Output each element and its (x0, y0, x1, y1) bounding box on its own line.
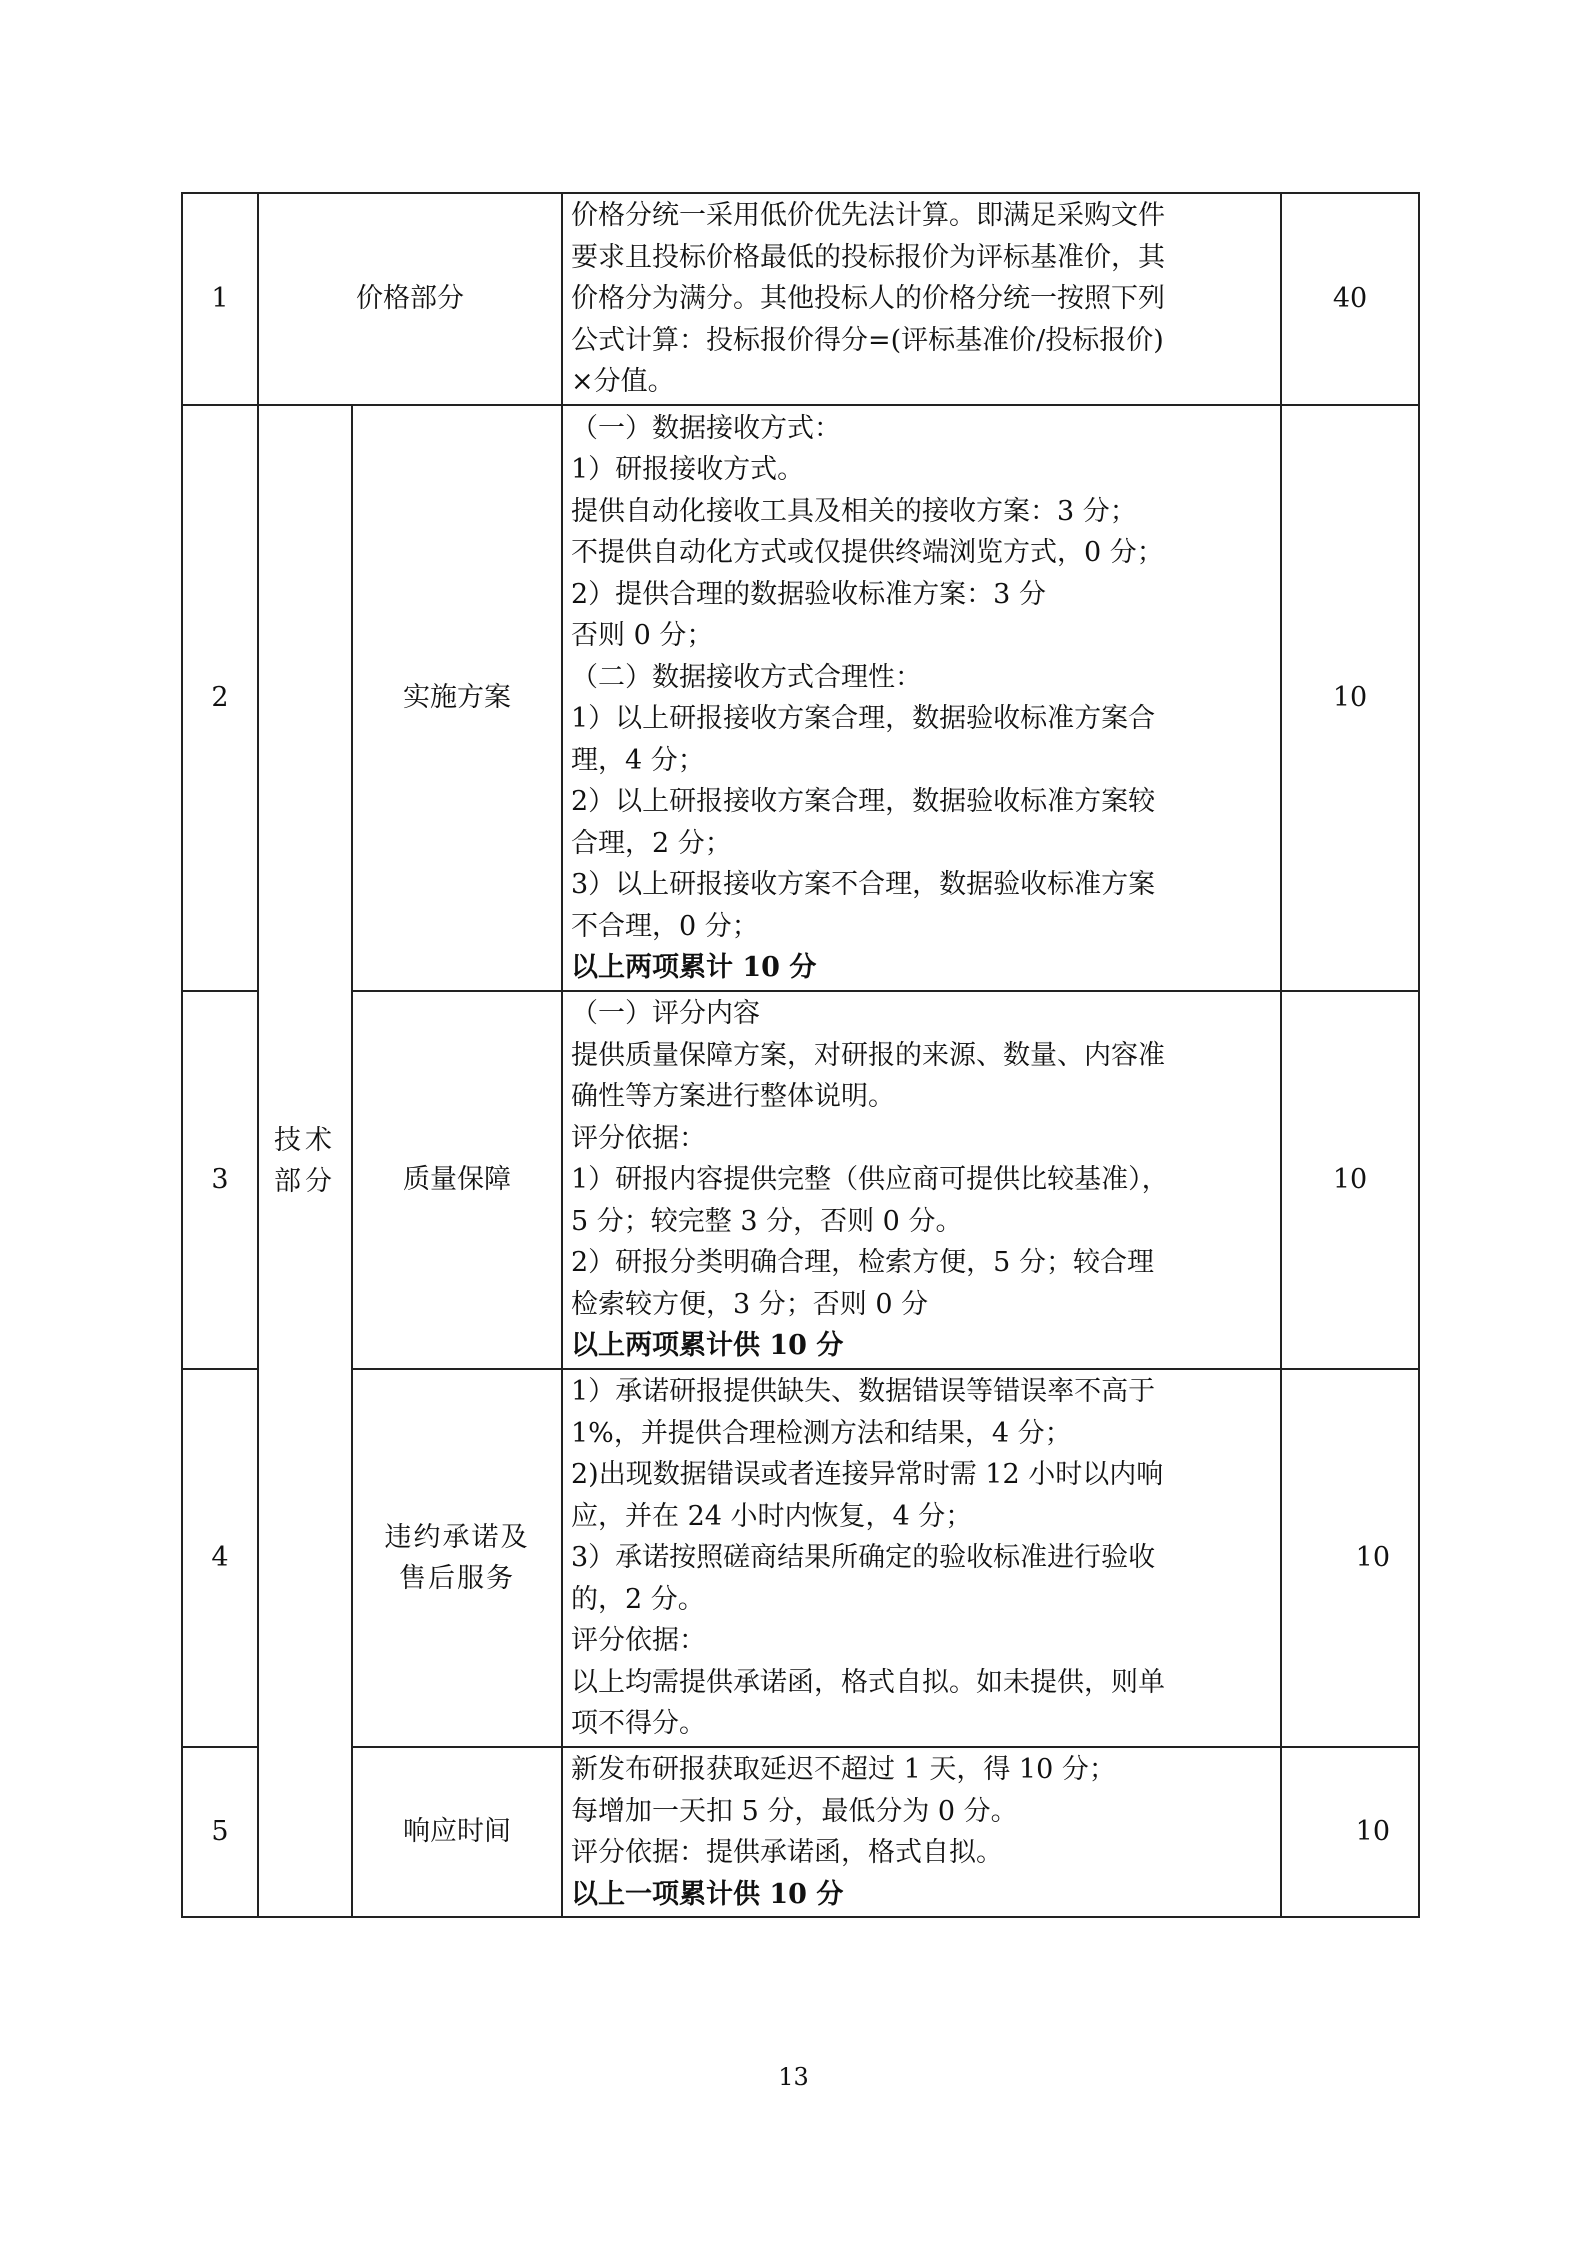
criteria-line: 否则 0 分； (571, 620, 714, 651)
criteria-line: 2）提供合理的数据验收标准方案：3 分 (571, 578, 1046, 610)
criteria-line: ×分值。 (571, 366, 675, 398)
criteria-line: 不提供自动化方式或仅提供终端浏览方式，0 分； (571, 537, 1164, 568)
criteria-text (562, 193, 1281, 405)
criteria-line: 3）以上研报接收方案不合理，数据验收标准方案 (571, 869, 1156, 900)
criteria-line: 项不得分。 (571, 1708, 706, 1740)
criteria-line: 提供质量保障方案，对研报的来源、数量、内容准 (571, 1039, 1165, 1071)
points-value: 40 (1281, 193, 1419, 405)
criteria-line: 5 分；较完整 3 分，否则 0 分。 (571, 1205, 963, 1237)
criteria-line: 3）承诺按照磋商结果所确定的验收标准进行验收 (571, 1542, 1156, 1574)
criteria-line: （二）数据接收方式合理性： (571, 661, 922, 693)
criteria-line: 1%，并提供合理检测方法和结果，4 分； (571, 1417, 1072, 1449)
criteria-text (562, 1747, 1281, 1917)
table-row (182, 1369, 1419, 1747)
criteria-total: 以上两项累计 10 分 (571, 952, 817, 983)
criteria-line: 价格分为满分。其他投标人的价格分统一按照下列 (571, 283, 1165, 315)
points-value: 10 (1281, 1369, 1419, 1747)
item-label (352, 1369, 562, 1747)
group-label-text: 技术部分 (274, 1124, 336, 1197)
points-value: 10 (1281, 405, 1419, 991)
row-number: 1 (182, 193, 258, 405)
category-label: 价格部分 (258, 193, 562, 405)
criteria-line: 1）以上研报接收方案合理，数据验收标准方案合 (571, 703, 1156, 734)
criteria-line: 以上均需提供承诺函，格式自拟。如未提供，则单 (571, 1666, 1165, 1698)
criteria-line: 2）以上研报接收方案合理，数据验收标准方案较 (571, 786, 1156, 817)
criteria-line: 价格分统一采用低价优先法计算。即满足采购文件 (571, 200, 1165, 232)
criteria-line: 2)出现数据错误或者连接异常时需 12 小时以内响 (571, 1459, 1164, 1491)
item-label: 响应时间 (352, 1747, 562, 1917)
row-number: 2 (182, 405, 258, 991)
criteria-line: （一）数据接收方式： (571, 412, 841, 444)
criteria-text (562, 991, 1281, 1369)
criteria-line: （一）评分内容 (571, 998, 760, 1030)
criteria-line: 提供自动化接收工具及相关的接收方案：3 分； (571, 495, 1137, 527)
points-value: 10 (1281, 1747, 1419, 1917)
page-number: 13 (778, 2063, 809, 2091)
criteria-line: 1）研报内容提供完整（供应商可提供比较基准）， (571, 1164, 1169, 1196)
criteria-line: 评分依据： (571, 1122, 706, 1154)
points-value: 10 (1281, 991, 1419, 1369)
item-label-text: 违约承诺及售后服务 (384, 1521, 530, 1594)
criteria-line: 的，2 分。 (571, 1583, 705, 1615)
criteria-line: 要求且投标价格最低的投标报价为评标基准价，其 (571, 241, 1165, 273)
criteria-line: 1）承诺研报提供缺失、数据错误等错误率不高于 (571, 1376, 1156, 1408)
criteria-line: 评分依据： (571, 1625, 706, 1657)
criteria-line: 不合理，0 分； (571, 910, 759, 942)
criteria-line: 应，并在 24 小时内恢复，4 分； (571, 1500, 973, 1532)
criteria-line: 评分依据：提供承诺函，格式自拟。 (571, 1837, 1003, 1868)
criteria-line: 理，4 分； (571, 744, 705, 776)
row-number: 5 (182, 1747, 258, 1917)
item-label: 质量保障 (352, 991, 562, 1369)
criteria-line: 2）研报分类明确合理，检索方便，5 分；较合理 (571, 1247, 1154, 1279)
criteria-total: 以上一项累计供 10 分 (571, 1878, 844, 1910)
criteria-line: 检索较方便，3 分；否则 0 分 (571, 1288, 929, 1320)
table-row (182, 1747, 1419, 1917)
row-number: 3 (182, 991, 258, 1369)
criteria-line: 每增加一天扣 5 分，最低分为 0 分。 (571, 1795, 1018, 1827)
technical-group-label (258, 405, 352, 1917)
row-number: 4 (182, 1369, 258, 1747)
criteria-text (562, 405, 1281, 991)
scoring-table (181, 192, 1420, 1918)
criteria-line: 确性等方案进行整体说明。 (571, 1081, 895, 1113)
criteria-text (562, 1369, 1281, 1747)
criteria-total: 以上两项累计供 10 分 (571, 1330, 844, 1362)
criteria-line: 新发布研报获取延迟不超过 1 天，得 10 分； (571, 1754, 1116, 1785)
criteria-line: 1）研报接收方式。 (571, 454, 805, 485)
table-row (182, 991, 1419, 1369)
table-row (182, 405, 1419, 991)
criteria-line: 合理，2 分； (571, 827, 732, 859)
criteria-line: 公式计算：投标报价得分=(评标基准价/投标报价) (571, 324, 1164, 356)
table-row (182, 193, 1419, 405)
item-label: 实施方案 (352, 405, 562, 991)
